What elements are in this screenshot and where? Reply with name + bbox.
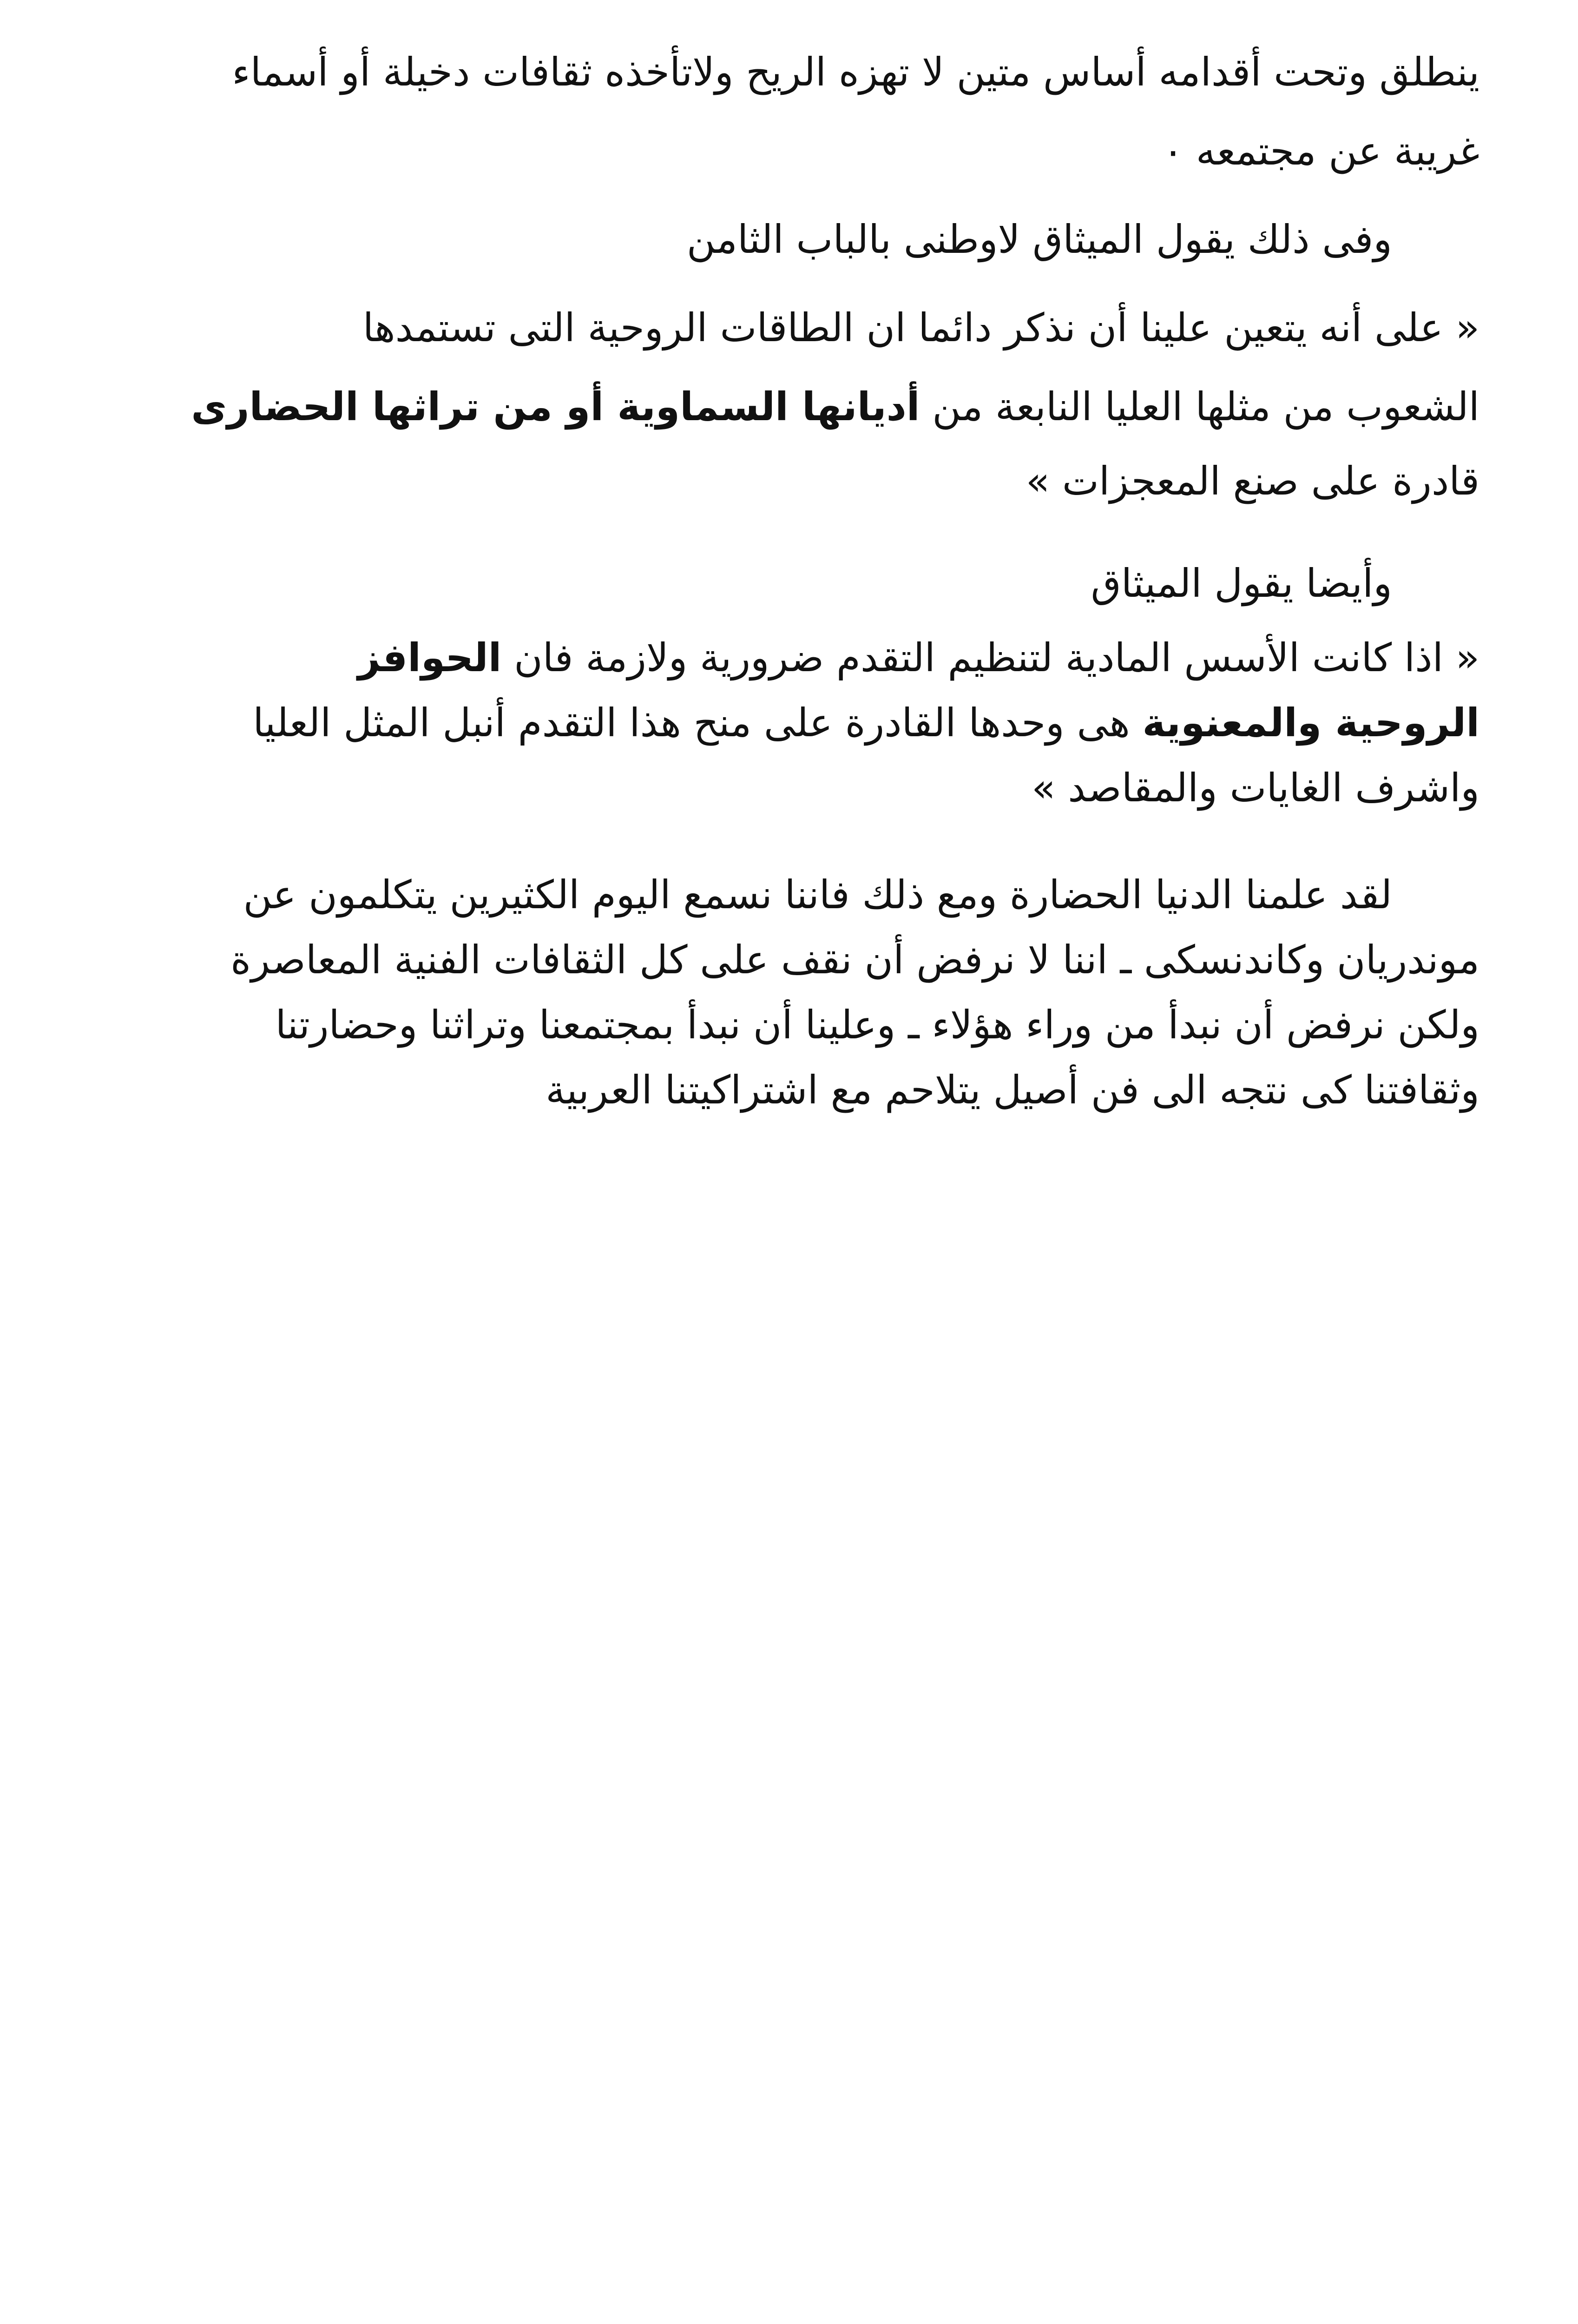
text-line-10: واشرف الغايات والمقاصد » (1032, 765, 1479, 811)
text-line-4: « على أنه يتعين علينا أن نذكر دائما ان الطاقات الروحية التى تستمدها (362, 305, 1479, 350)
text-line-2: غريبة عن مجتمعه ٠ (1162, 128, 1479, 174)
text-line-6: قادرة على صنع المعجزات » (1026, 458, 1479, 504)
text-line-8-part-1: « اذا كانت الأسس المادية لتنظيم التقدم ضرورية ولازمة فان (501, 635, 1479, 680)
text-line-9 (253, 688, 1479, 758)
text-line-8 (358, 623, 1479, 693)
text-line-1: ينطلق وتحت أقدامه أساس متين لا تهزه الريح ولاتأخذه ثقافات دخيلة أو أسماء (232, 49, 1479, 95)
text-line-9-part-2: هى وحدها القادرة على منح هذا التقدم أنبل المثل العليا (253, 700, 1143, 746)
text-line-11: لقد علمنا الدنيا الحضارة ومع ذلك فاننا نسمع اليوم الكثيرين يتكلمون عن (243, 872, 1392, 918)
text-line-5 (191, 372, 1479, 442)
text-line-7: وأيضا يقول الميثاق (1091, 561, 1392, 606)
text-line-8-bold: الحوافز (357, 635, 502, 680)
text-line-12: موندريان وكاندنسكى ـ اننا لا نرفض أن نقف على كل الثقافات الفنية المعاصرة (230, 937, 1479, 983)
text-line-5-part-1: الشعوب من مثلها العليا النابعة من (920, 384, 1479, 429)
text-line-5-bold: أديانها السماوية أو من تراثها الحضارى (191, 384, 920, 429)
text-line-13: ولكن نرفض أن نبدأ من وراء هؤلاء ـ وعلينا أن نبدأ بمجتمعنا وتراثنا وحضارتنا (275, 1002, 1479, 1048)
text-line-3: وفى ذلك يقول الميثاق لاوطنى بالباب الثامن (686, 217, 1392, 262)
text-line-9-bold: الروحية والمعنوية (1142, 700, 1479, 746)
text-line-14: وثقافتنا كى نتجه الى فن أصيل يتلاحم مع اشتراكيتنا العربية (546, 1067, 1479, 1113)
